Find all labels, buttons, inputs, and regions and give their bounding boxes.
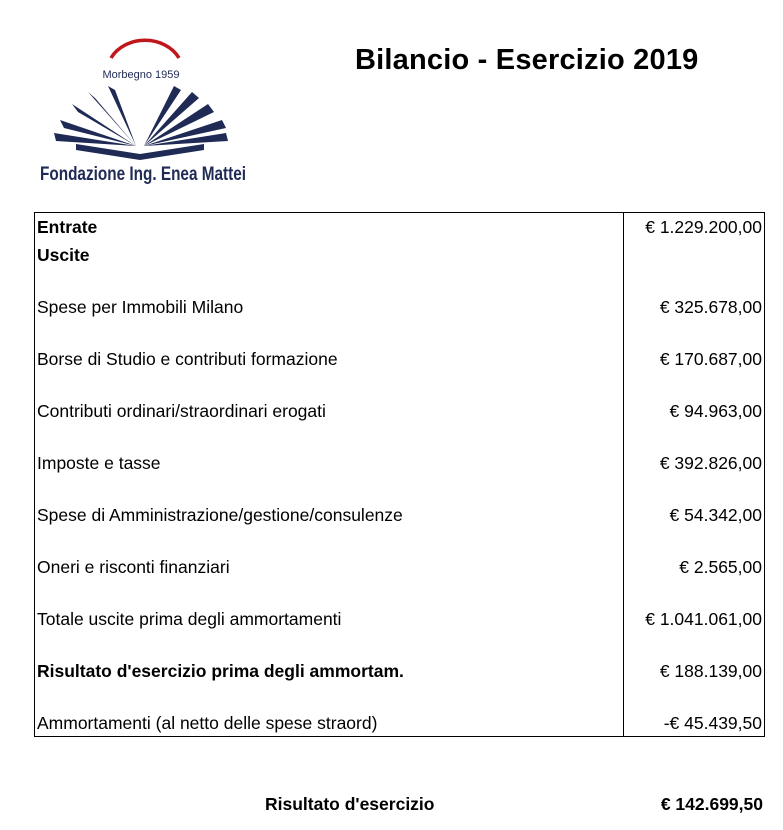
table-row bbox=[35, 449, 764, 501]
row-value: € 188.139,00 bbox=[659, 661, 762, 681]
table-row bbox=[35, 709, 764, 736]
row-value: € 1.229.200,00 bbox=[645, 217, 762, 237]
row-label: Oneri e risconti finanziari bbox=[35, 553, 624, 605]
row-value: € 2.565,00 bbox=[679, 557, 762, 577]
row-label: Borse di Studio e contributi formazione bbox=[35, 345, 624, 397]
table-row bbox=[35, 397, 764, 449]
balance-table bbox=[34, 212, 765, 737]
logo-tagline: Morbegno 1959 bbox=[102, 69, 180, 81]
row-value: € 54.342,00 bbox=[669, 505, 762, 525]
net-result-row bbox=[0, 794, 783, 818]
table-row bbox=[35, 553, 764, 605]
row-label: Totale uscite prima degli ammortamenti bbox=[35, 605, 624, 657]
table-row bbox=[35, 241, 764, 293]
table-row bbox=[35, 657, 764, 709]
logo-rays bbox=[54, 86, 228, 160]
row-value bbox=[624, 241, 764, 293]
row-value: € 94.963,00 bbox=[669, 401, 762, 421]
row-value: € 170.687,00 bbox=[659, 349, 762, 369]
open-book-logo-icon bbox=[36, 20, 251, 190]
table-row bbox=[35, 213, 764, 241]
net-result-value: € 142.699,50 bbox=[660, 794, 763, 814]
row-label: Contributi ordinari/straordinari erogati bbox=[35, 397, 624, 449]
row-value: € 392.826,00 bbox=[659, 453, 762, 473]
row-label: Spese per Immobili Milano bbox=[35, 293, 624, 345]
table-row bbox=[35, 605, 764, 657]
foundation-logo bbox=[36, 20, 251, 190]
row-label: Entrate bbox=[35, 213, 624, 241]
row-value: -€ 45.439,50 bbox=[663, 713, 762, 733]
row-value: € 1.041.061,00 bbox=[645, 609, 762, 629]
row-label: Spese di Amministrazione/gestione/consulenze bbox=[35, 501, 624, 553]
row-value: € 325.678,00 bbox=[659, 297, 762, 317]
table-row bbox=[35, 501, 764, 553]
row-label: Uscite bbox=[35, 241, 624, 293]
table-row bbox=[35, 293, 764, 345]
page-title: Bilancio - Esercizio 2019 bbox=[355, 44, 699, 76]
table-row bbox=[35, 345, 764, 397]
net-result-label: Risultato d'esercizio bbox=[265, 794, 435, 814]
logo-name: Fondazione Ing. Enea Mattei bbox=[40, 164, 246, 185]
logo-arc bbox=[111, 40, 179, 58]
row-label: Imposte e tasse bbox=[35, 449, 624, 501]
row-label: Ammortamenti (al netto delle spese straord) bbox=[35, 709, 624, 736]
row-label: Risultato d'esercizio prima degli ammortam. bbox=[35, 657, 624, 709]
